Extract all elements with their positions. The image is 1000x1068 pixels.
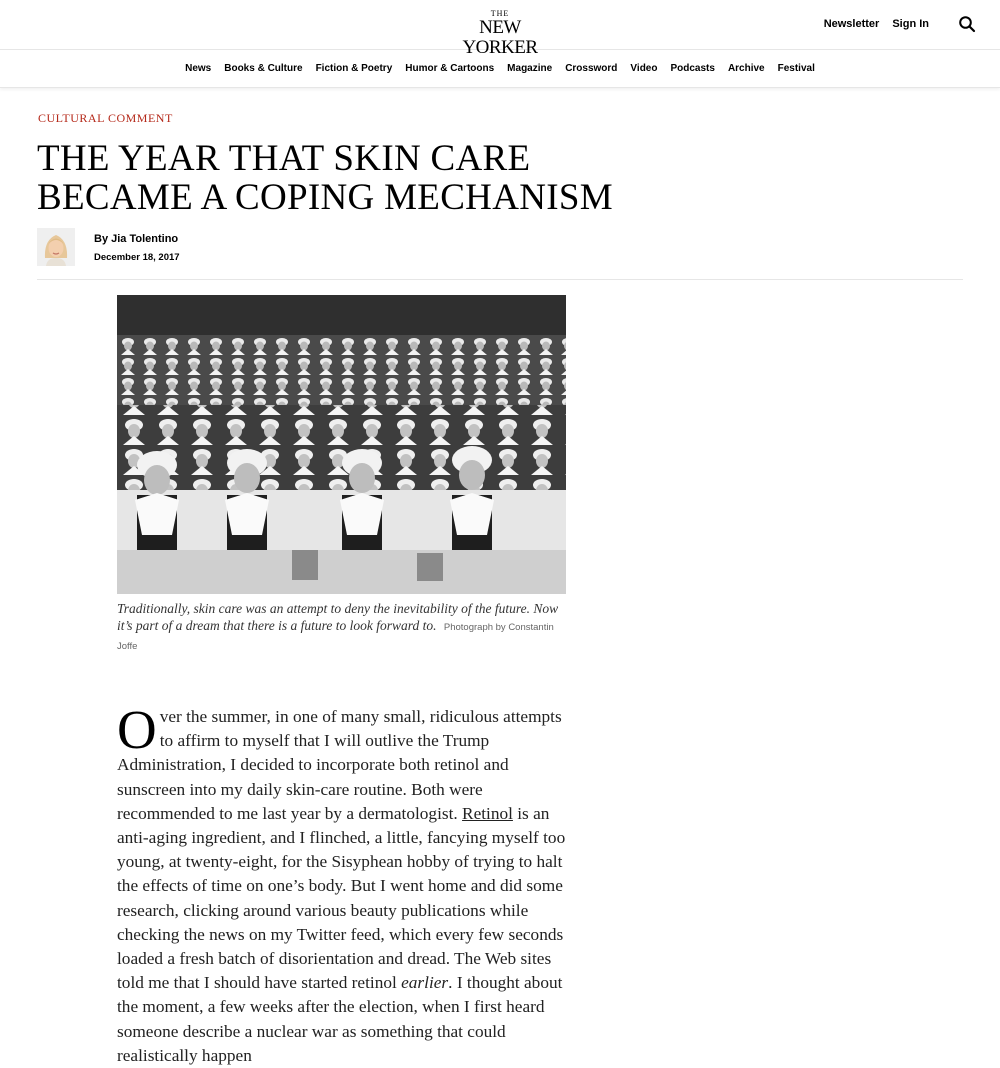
author-name[interactable]: By Jia Tolentino — [94, 233, 179, 245]
nav-item-news[interactable]: News — [185, 63, 212, 74]
top-actions — [824, 15, 976, 33]
nav-item-crossword[interactable]: Crossword — [565, 63, 618, 74]
publish-date: December 18, 2017 — [94, 252, 180, 263]
nav-item-magazine[interactable]: Magazine — [507, 63, 553, 74]
body-text-2: is an anti-aging ingredient, and I flinched, a little, fancying myself too young, at twenty-eight, for the Sisyphean hobby of trying to halt the effects of time on one’s body. But I went home and did some research, clicking around various beauty publications while checking the news on my Twitter feed, which every few seconds loaded a fresh batch of disorientation and dread. The Web sites told me that I should have started retinol — [117, 803, 566, 993]
search-icon[interactable] — [958, 15, 976, 33]
top-bar — [0, 0, 1000, 58]
photo-caption — [117, 600, 566, 655]
byline-text — [94, 231, 180, 263]
nav-item-humor-cartoons[interactable]: Humor & Cartoons — [405, 63, 495, 74]
newsletter-link[interactable]: Newsletter — [823, 18, 880, 30]
article-rubric[interactable]: CULTURAL COMMENT — [38, 111, 173, 125]
nav-item-archive[interactable]: Archive — [727, 63, 765, 74]
article-headline: THE YEAR THAT SKIN CARE BECAME A COPING MECHANISM — [37, 138, 613, 218]
caption-text: Traditionally, skin care was an attempt to deny the inevitability of the future. Now it’s part of a dream that there is a future to look forward to. — [117, 601, 559, 633]
header-divider — [37, 279, 963, 280]
body-text-1: ver the summer, in one of many small, ridiculous attempts to affirm to myself that I will outlive the Trump Administration, I decided to incorporate both retinol and sunscreen into my daily skin-care routine. Both were recommended to me last year by a dermatologist. — [117, 707, 562, 823]
sign-in-link[interactable]: Sign In — [892, 18, 929, 30]
author-avatar[interactable] — [37, 228, 75, 266]
main-nav — [0, 50, 1000, 88]
nav-item-festival[interactable]: Festival — [777, 63, 815, 74]
body-emphasis: earlier — [401, 973, 449, 993]
logo-the: THE — [490, 9, 510, 18]
nav-item-fiction-poetry[interactable]: Fiction & Poetry — [315, 63, 393, 74]
retinol-link[interactable]: Retinol — [462, 803, 513, 823]
nav-item-books-culture[interactable]: Books & Culture — [224, 63, 303, 74]
lead-photo — [117, 295, 566, 594]
article-body — [117, 699, 567, 1068]
nav-item-podcasts[interactable]: Podcasts — [670, 63, 715, 74]
nav-item-video[interactable]: Video — [630, 63, 658, 74]
photo-credit: Photograph by Constantin Joffe — [117, 622, 554, 652]
logo-name: NEW YORKER — [462, 17, 538, 58]
body-text-3: . I thought about the moment, a few weeks after the election, when I first heard someone describe a nuclear war as something that could realistically happen — [117, 973, 563, 1065]
byline — [37, 228, 180, 266]
drop-cap: O — [117, 699, 157, 760]
